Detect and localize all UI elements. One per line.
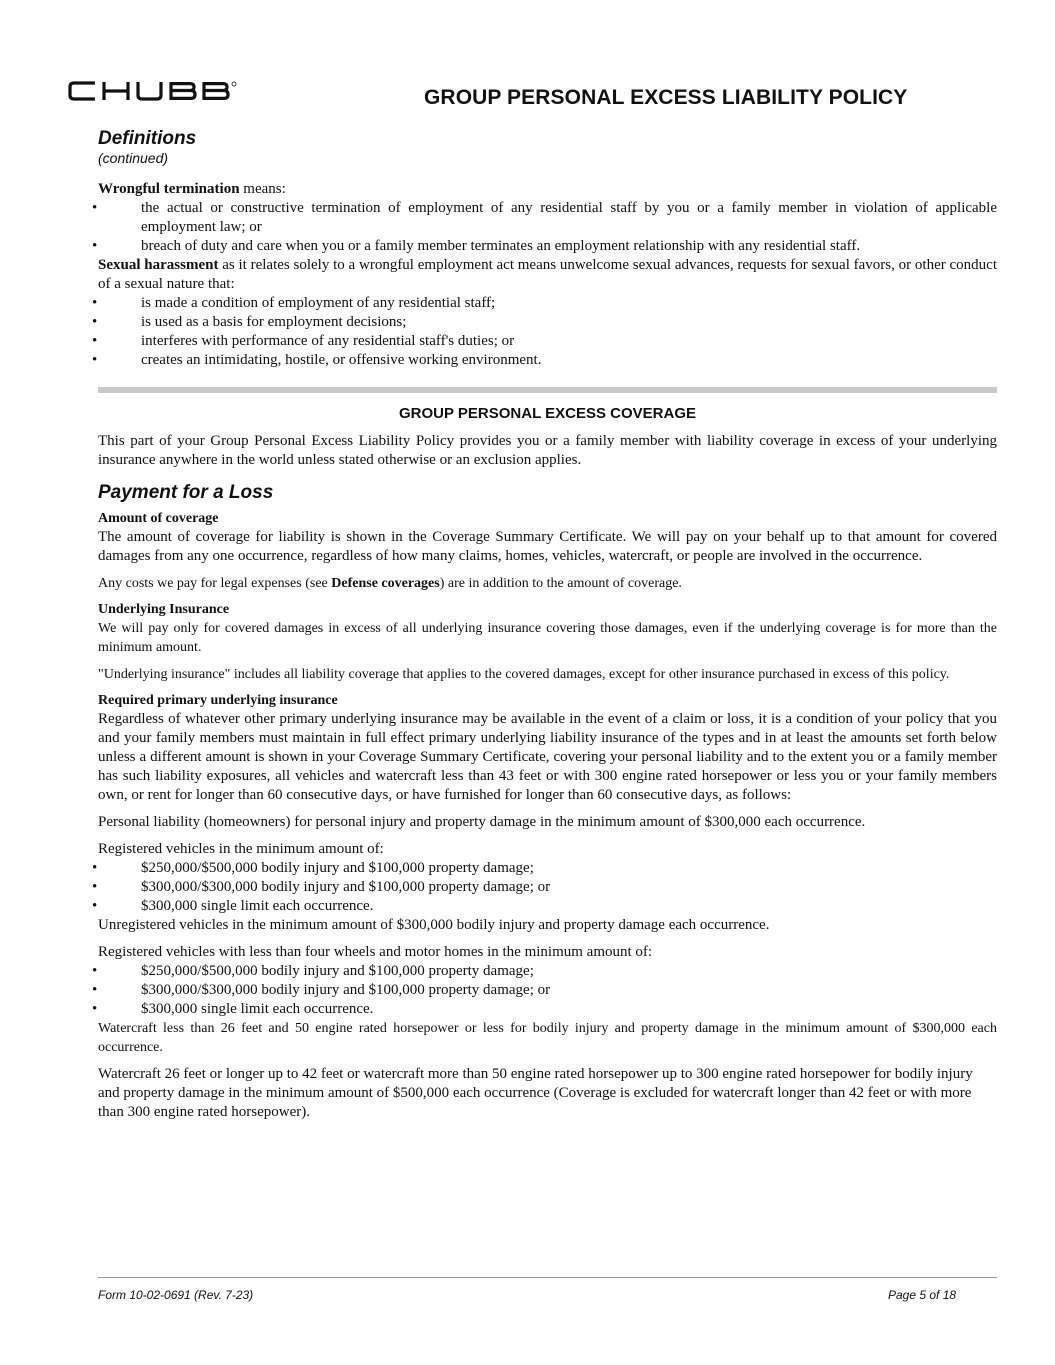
less-than-four-wheels-lead: Registered vehicles with less than four wheels and motor homes in the minimum amount of: [98,944,653,960]
bullet-icon: • [92,1001,98,1017]
watercraft-small-text: Watercraft less than 26 feet and 50 engine rated horsepower or less for bodily injury and property damage in the minimum amount of $300,000 each occurrence. [98,1021,997,1055]
bullet-icon: • [92,295,98,311]
list-item: • $250,000/$500,000 bodily injury and $100,000 property damage; [92,860,534,876]
registered-vehicles-list [92,859,997,916]
list-item: • is used as a basis for employment decisions; [92,314,407,330]
less-than-four-wheels-list [92,962,997,1019]
bullet-icon: • [92,200,98,216]
list-item: • $250,000/$500,000 bodily injury and $100,000 property damage; [92,963,534,979]
continued-label: (continued) [98,150,169,166]
definitions-heading: Definitions [98,128,197,149]
list-item: • breach of duty and care when you or a family member terminates an employment relationship with any residential staff. [92,238,861,254]
list-item: • $300,000 single limit each occurrence. [92,898,374,914]
watercraft-large-text: Watercraft 26 feet or longer up to 42 feet or watercraft more than 50 engine rated horsepower up to 300 engine rated horsepower for bodily injury and property damage in the minimum amount of $500,000 each occurrence (Coverage is excluded for watercraft longer than 42 feet or with more than 300 engine rated horsepower). [98,1066,973,1120]
wrongful-termination-list [92,199,997,256]
underlying-insurance-text: We will pay only for covered damages in excess of all underlying insurance covering those damages, even if the underlying coverage is for more than the minimum amount. [98,621,997,655]
sexual-harassment-lead: Sexual harassment as it relates solely to a wrongful employment act means unwelcome sexual advances, requests for sexual favors, or other conduct of a sexual nature that: [98,257,997,292]
amount-of-coverage-heading: Amount of coverage [98,511,219,526]
bullet-icon: • [92,860,98,876]
wrongful-termination-lead: Wrongful termination means: [98,181,286,197]
coverage-intro: This part of your Group Personal Excess Liability Policy provides you or a family member with liability coverage in excess of your underlying insurance anywhere in the world unless stated otherwise or an exclusion applies. [98,433,997,468]
unregistered-vehicles-text: Unregistered vehicles in the minimum amount of $300,000 bodily injury and property damage each occurrence. [98,917,770,933]
bullet-icon: • [92,879,98,895]
footer-divider [98,1277,997,1278]
bullet-icon: • [92,898,98,914]
required-primary-heading: Required primary underlying insurance [98,693,338,708]
sexual-harassment-list [92,294,997,370]
legal-costs-text: Any costs we pay for legal expenses (see Defense coverages) are in addition to the amount of coverage. [98,576,682,591]
bullet-icon: • [92,314,98,330]
page-number: Page 5 of 18 [888,1288,957,1302]
list-item: • creates an intimidating, hostile, or offensive working environment. [92,352,542,368]
section-divider [98,387,997,393]
list-item: • the actual or constructive termination of employment of any residential staff by you or a family member in violation of applicable employment law; or [92,200,997,235]
required-primary-text: Regardless of whatever other primary underlying insurance may be available in the event of a claim or loss, it is a condition of your policy that you and your family members must maintain in full effect primary underlying liability insurance of the types and in at least the amounts set forth below unless a different amount is shown in your Coverage Summary Certificate, covering your personal liability and to the extent you or a family member has such liability exposures, all vehicles and watercraft less than 43 feet or with 300 engine rated horsepower or less you or your family members own, or rent for longer than 60 consecutive days, or have furnished for longer than 60 consecutive days, as follows: [98,711,997,803]
amount-of-coverage-text: The amount of coverage for liability is shown in the Coverage Summary Certificate. We will pay on your behalf up to that amount for covered damages from any one occurrence, regardless of how many claims, homes, vehicles, watercraft, or people are involved in the occurrence. [98,529,997,564]
list-item: • $300,000/$300,000 bodily injury and $100,000 property damage; or [92,879,551,895]
bullet-icon: • [92,982,98,998]
document-title: GROUP PERSONAL EXCESS LIABILITY POLICY [424,86,908,109]
list-item: • is made a condition of employment of any residential staff; [92,295,496,311]
list-item: • $300,000 single limit each occurrence. [92,1001,374,1017]
underlying-insurance-definition: "Underlying insurance" includes all liability coverage that applies to the covered damages, except for other insurance purchased in excess of this policy. [98,667,950,682]
underlying-insurance-heading: Underlying Insurance [98,602,230,617]
personal-liability-text: Personal liability (homeowners) for personal injury and property damage in the minimum amount of $300,000 each occurrence. [98,814,866,830]
list-item: • $300,000/$300,000 bodily injury and $100,000 property damage; or [92,982,551,998]
page-content [92,128,997,1130]
bullet-icon: • [92,352,98,368]
bullet-icon: • [92,963,98,979]
payment-heading: Payment for a Loss [98,482,274,503]
registered-vehicles-lead: Registered vehicles in the minimum amount of: [98,841,384,857]
list-item: • interferes with performance of any residential staff's duties; or [92,333,515,349]
coverage-heading: GROUP PERSONAL EXCESS COVERAGE [398,405,696,422]
form-number: Form 10-02-0691 (Rev. 7-23) [98,1288,254,1302]
bullet-icon: • [92,238,98,254]
bullet-icon: • [92,333,98,349]
chubb-logo [68,80,238,102]
